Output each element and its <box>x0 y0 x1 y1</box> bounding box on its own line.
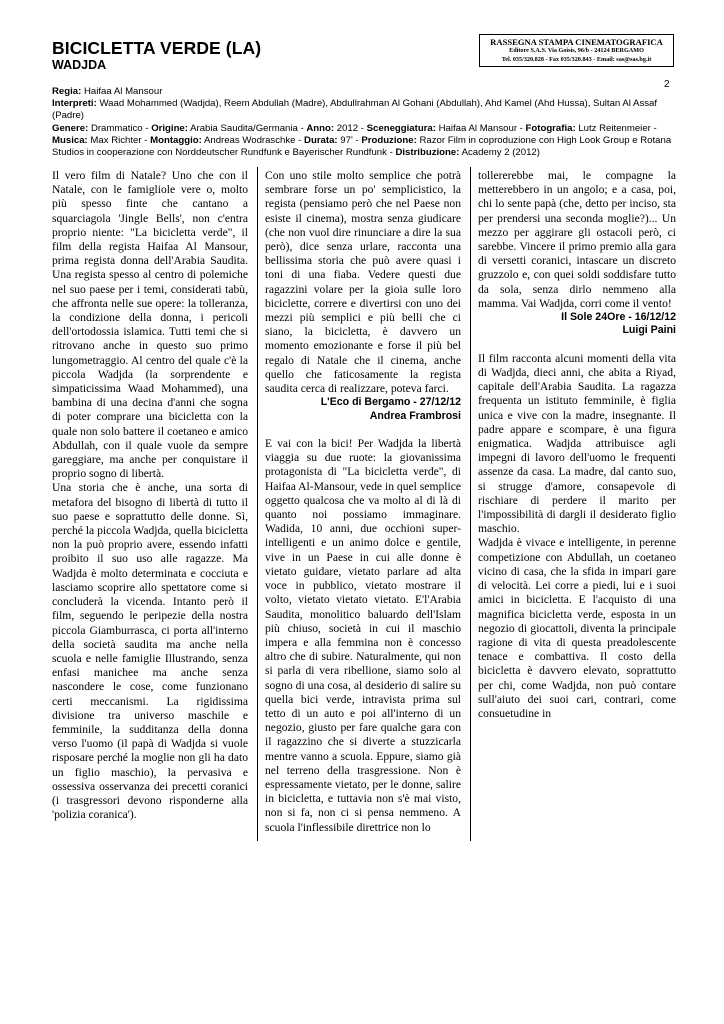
credit-value: Drammatico <box>90 122 143 134</box>
credit-value: Andreas Wodraschke <box>203 134 296 146</box>
column-left <box>52 169 248 822</box>
credit-label: Produzione: <box>361 134 417 146</box>
credit-label: Montaggio: <box>150 134 202 146</box>
credit-value: Lutz Reitenmeier <box>578 122 651 134</box>
credit-genere-line: Genere: Drammatico - Origine: Arabia Saudita/Germania - Anno: 2012 - Sceneggiatura: Haifaa Al Mansour - Fotografia: Lutz Reitenmeier - <box>52 122 657 134</box>
credit-value: Academy 2 (2012) <box>461 147 540 159</box>
article-paragraph: Il vero film di Natale? Uno che con il Natale, con le famigliole vere o, molto più spesso finte che cantano a squarciagola 'Jingle Bells', non c'entra proprio niente: "La bicicletta verde", il film della regista Haifaa Al Mansour, prima regista donna dell'Arabia Saudita. Una regista spesso al centro di polemiche nel suo paese per i temi, considerati tabù, che affronta nelle sue opere: la tolleranza, la condizione della donna, i pericoli dell'ortodossia islamica. Tutti temi che si ritrovano anche in questo suo primo lungometraggio. Al centro del quale c'è la piccola Wadjda (la sorprendente e simpaticissima Waad Mohammed), una bambina di una decina d'anni che sogna di poter comprare una bicicletta con la quale non solo battere il coetaneo e amico Abdullah, con il quale vuole da sempre gareggiare, ma anche per conquistare il proprio sogno di libertà. <box>52 169 248 481</box>
film-credits <box>52 86 678 159</box>
article-source: L'Eco di Bergamo - 27/12/12 <box>320 396 461 409</box>
article-paragraph: Il film racconta alcuni momenti della vita di Wadjda, dieci anni, che abita a Riyad, capitale dell'Arabia Saudita. La ragazza frequenta un istituto femminile, è figlia unica e vive con la madre, insegnante. Il padre appare e scompare, è una figura enigmatica. Wadjda attribuisce agli impegni di lavoro dell'uomo le frequenti assenze da casa. La madre, dal canto suo, si strugge d'amore, consapevole di rischiare di perdere il marito per l'impossibilità di dargli il desiderato figlio maschio. <box>478 351 676 536</box>
credit-label: Interpreti: <box>52 98 97 110</box>
credit-label: Sceneggiatura: <box>366 122 436 134</box>
credit-value: Waad Mohammed (Wadjda), Reem Abdullah (Madre), Abdullrahman Al Gohani (Abdullah), Ahd Kamel (Ahd Hussa), Sultan Al Assaf (Padre) <box>52 98 658 122</box>
film-title: BICICLETTA VERDE (LA) <box>52 38 262 58</box>
credit-regia <box>52 86 678 98</box>
credit-value: 97' <box>340 134 353 146</box>
column-divider <box>257 167 258 841</box>
credit-label: Distribuzione: <box>395 147 460 159</box>
column-right <box>478 169 676 721</box>
credit-label: Genere: <box>52 122 89 134</box>
article-paragraph: Una storia che è anche, una sorta di metafora del bisogno di libertà di tutto il suo paese e soprattutto delle donne. Sì, perché la piccola Wadjda, quella bicicletta non la può proprio avere, essendo infatti proibito il suo uso alle ragazze. Ma Wadjda è molto determinata e cocciuta e lasciamo scoprire allo spettatore come si concluderà la vicenda. Intanto però il film, seguendo le peripezie della nostra piccola Giamburrasca, ci porta all'interno della società saudita ma anche nella scuola e nelle famiglie Illustrando, senza enfasi manichee ma anche senza nascondere le cose, come funzionano certi meccanismi. La rigidissima divisione tra universo maschile e femminile, la sudditanza della donna verso l'uomo (il papà di Wadjda si vuole risposare perché la moglie non gli ha dato un figlio maschio), la pervasiva e ossessiva osservanza dei precetti coranici (i trasgressori devono risponderne alla 'polizia coranica'). <box>52 481 248 822</box>
article-paragraph: Wadjda è vivace e intelligente, in perenne competizione con Abdullah, un coetaneo vicino di casa, che la sfida in impari gare di velocità. Lei corre a piedi, lui e i suoi amici in bicicletta. E l'acquisto di una magnifica bicicletta verde, esposta in un negozio di giocattoli, diventa la principale ragione di vita di questa preadolescente tenace e combattiva. Il costo della bicicletta è davvero elevato, soprattutto per chi, come Wadjda, non può contare sull'aiuto dei suoi cari, contrari, come consuetudine in <box>478 536 676 720</box>
article-author: Andrea Frambrosi <box>369 409 461 422</box>
credit-musica-line: Musica: Max Richter - Montaggio: Andreas Wodraschke - Durata: 97' - Produzione: Razor Film in coproduzione con High Look Group e Rotana Studios in cooperazione con Norddeutscher Rundfunk e Bayerischer Rundfunk - Distribuzione: Academy 2 (2012) <box>52 134 672 159</box>
film-original-title: WADJDA <box>52 58 107 72</box>
credit-interpreti <box>52 98 678 122</box>
credit-label: Origine: <box>151 122 188 134</box>
article-author: Luigi Paini <box>622 324 676 337</box>
article-paragraph: Con uno stile molto semplice che potrà sembrare forse un po' semplicistico, la regista (pensiamo però che nel Paese non esiste il cinema), mostra senza giudicare (che non vuol dire rinunciare a dire la sua però), dice senza urlare, racconta una bellissima storia che può avere quasi i toni di una fiaba. Vedere questi due ragazzini volare per la gioia sulle loro biciclette, correre e divertirsi con uno dei mezzi più semplici e più belli che ci siano, la bicicletta, è davvero un momento emozionante e forse il più bel regalo di Natale che il cinema, anche quello che faticosamente la regista saudita cerca di realizzare, poteva farci. <box>265 169 461 396</box>
credit-value: Arabia Saudita/Germania <box>190 122 298 134</box>
credit-value: Haifaa Al Mansour <box>438 122 518 134</box>
article-source: Il Sole 24Ore - 16/12/12 <box>561 311 676 324</box>
article-paragraph: E vai con la bici! Per Wadjda la libertà viaggia su due ruote: la giovanissima protagonista di "La bicicletta verde", di Haifaa Al-Mansour, vede in quel semplice oggetto qualcosa che va molto al di là di quanto noi possiamo immaginare. Wadida, 10 anni, due occhioni super-intelligenti e un animo dolce e gentile, vive in un Paese in cui alle donne è vietato guidare, vietato parlare ad alta voce in pubblico, vietato mostrare il volto, vietato vietato vietato. E'l'Arabia Saudita, monolitico baluardo dell'Islam più chiuso, società in cui il maschio impera e alla femmina non è concesso altro che di subire. Naturalmente, qui non si parla di vera ribellione, siamo solo al sogno di una cosa, al desiderio di salire su quella bici verde, intravista prima sul tetto di un auto e poi all'interno di un negozio, giusto per fare qualche gara con il ragazzino che si diverte a stuzzicarla mentre vanno a scuola. Eppure, siamo già nel terreno della trasgressione. Non è espressamente vietato, per le donne, salire in bicicletta, e tuttavia non s'è mai visto, non si fa, non ci si pensa nemmeno. A scuola l'inflessibile direttrice non lo <box>265 437 461 834</box>
credit-value: 2012 <box>336 122 359 134</box>
publisher-stamp <box>479 34 674 67</box>
credit-label: Durata: <box>304 134 338 146</box>
stamp-address: Editore S.A.S. Via Goisis, 96/b - 24124 BERGAMO <box>509 47 644 54</box>
column-divider <box>470 167 471 841</box>
credit-value: Razor Film in coproduzione con High Look Group e Rotana Studios in cooperazione con Norddeutscher Rundfunk e Bayerischer Rundfunk <box>52 134 672 159</box>
credit-label: Musica: <box>52 134 88 146</box>
article-paragraph-continued: tollererebbe mai, le compagne la metterebbero in un angolo; e a casa, poi, chi lo sente papà (che, detto per inciso, sta per prendersi una seconda moglie?)... Un mezzo per aggirare gli ostacoli però, ci sarebbe. Vincere il primo premio alla gara di versetti coranici, intascare un discreto gruzzolo e, con quei soldi soddisfare tutto da sola, senza dirlo nemmeno alla mamma. Vai Wadjda, corri come il vento! <box>478 169 676 310</box>
credit-label: Regia: <box>52 86 82 97</box>
credit-value: Haifaa Al Mansour <box>84 86 163 97</box>
credit-label: Anno: <box>306 122 335 134</box>
stamp-contacts: Tel. 035/320.828 - Fax 035/320.843 - Email: sas@sas.bg.it <box>501 55 652 63</box>
page-number: 2 <box>664 79 670 90</box>
credit-label: Fotografia: <box>525 122 576 134</box>
column-middle <box>265 169 461 835</box>
stamp-name: RASSEGNA STAMPA CINEMATOGRAFICA <box>490 37 663 47</box>
credit-value: Max Richter <box>90 134 142 146</box>
